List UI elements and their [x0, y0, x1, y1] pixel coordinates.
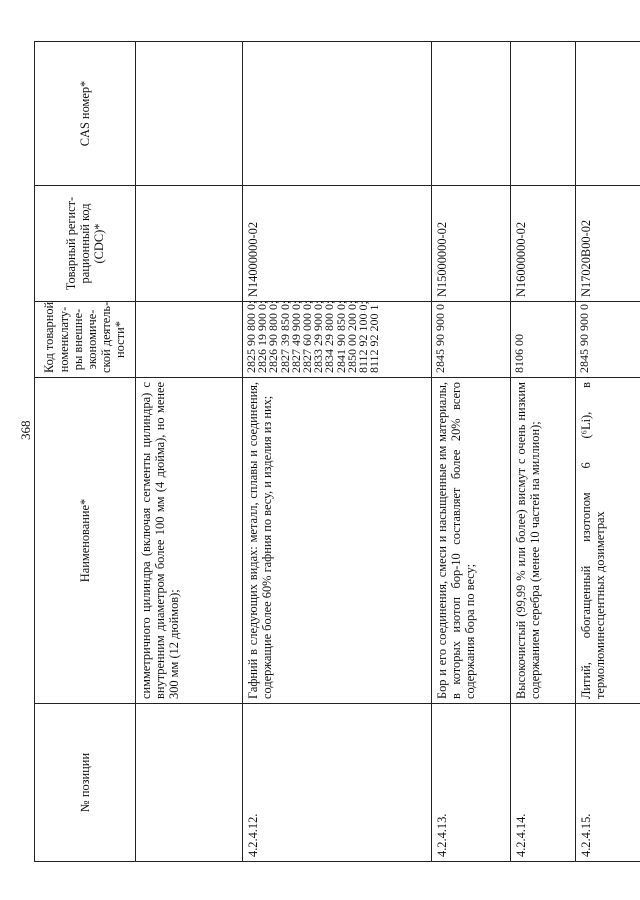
cell-name: симметричного цилиндра (включая сегменты цилиндра) с внутренним диаметром более 100 мм (4 дюйма), но менее 300 мм (12 дюймов);	[136, 378, 243, 704]
code-line: 2825 90 800 0;	[244, 300, 258, 373]
header-cdc-line: Товарный регист-	[63, 196, 78, 291]
code-line: 2827 60 000 0;	[300, 300, 315, 373]
cell-cdc: N15000000-02	[432, 186, 511, 302]
cell-position: 4.2.4.14.	[511, 704, 576, 862]
table-row	[511, 42, 576, 862]
cell-cdc: N17020B00-02	[576, 186, 640, 302]
code-line: 2850 00 200 0;	[344, 300, 359, 373]
cell-position: 4.2.4.12.	[243, 704, 432, 862]
code-line: 2845 90 900 0	[577, 304, 591, 373]
cell-codes	[576, 302, 640, 378]
header-code-line: Код товарной	[42, 301, 57, 373]
code-line: 2826 90 800 0;	[266, 300, 281, 373]
code-line: 2845 90 900 0	[433, 304, 447, 373]
code-line: 2827 49 900 0;	[288, 300, 303, 373]
code-line: 8112 92 100 0;	[356, 301, 371, 373]
cell-position: 4.2.4.15.	[576, 704, 640, 862]
table-row	[243, 42, 432, 862]
header-cas: CAS номер*	[35, 42, 136, 186]
code-line: 8106 00	[512, 334, 526, 373]
cell-name: Высокочистый (99,99 % или более) висмут с очень низким содержанием серебра (менее 10 частей на миллион);	[511, 378, 576, 704]
header-code-line: номенклату-	[56, 306, 71, 373]
cell-cas	[136, 42, 243, 186]
header-cdc-line: (CDC)*	[92, 223, 107, 264]
header-code-line: ской деятель-	[99, 301, 114, 373]
goods-table	[34, 41, 640, 862]
cell-position: 4.2.4.13.	[432, 704, 511, 862]
cell-cdc	[136, 186, 243, 302]
cell-cas	[511, 42, 576, 186]
page-number: 368	[18, 420, 33, 440]
header-cdc-line: рационный код	[77, 203, 92, 284]
header-code-line: ности*	[113, 321, 128, 358]
header-code-line: экономиче-	[85, 309, 99, 370]
table-row	[576, 42, 640, 862]
header-cdc	[35, 186, 136, 302]
cell-name: Гафний в следующих видах: металл, сплавы и соединения, содержащие более 60% гафния по весу, и изделия из них;	[243, 378, 432, 704]
cell-name: Литий, обогащенный изотопом 6 (⁶Li), в термолюминесцентных дозиметрах	[576, 378, 640, 704]
cell-cas	[576, 42, 640, 186]
header-name: Наименование*	[35, 378, 136, 704]
header-row	[35, 42, 136, 862]
cell-codes	[511, 302, 576, 378]
cell-cas	[432, 42, 511, 186]
cell-cdc: N14000000-02	[243, 186, 432, 302]
rotated-table-wrapper	[34, 42, 622, 862]
cell-cas	[243, 42, 432, 186]
code-line: 8112 92 200 1	[367, 304, 382, 373]
cell-codes	[432, 302, 511, 378]
header-position: № позиции	[35, 704, 136, 862]
header-code-line: ры внешне-	[70, 308, 85, 371]
table-row	[136, 42, 243, 862]
header-code	[35, 302, 136, 378]
cell-cdc: N16000000-02	[511, 186, 576, 302]
table-row	[432, 42, 511, 862]
cell-codes	[136, 302, 243, 378]
cell-position	[136, 704, 243, 862]
code-line: 2834 29 800 0;	[322, 300, 337, 373]
code-line: 2841 90 850 0;	[333, 300, 348, 373]
code-line: 2827 39 850 0;	[277, 300, 292, 373]
code-line: 2833 29 900 0;	[311, 300, 326, 373]
cell-name: Бор и его соединения, смеси и насыщенные им материалы, в которых изотоп бор-10 составляет более 20% всего содержания бора по весу;	[432, 378, 511, 704]
cell-codes	[243, 302, 432, 378]
code-line: 2826 19 900 0;	[255, 300, 270, 373]
